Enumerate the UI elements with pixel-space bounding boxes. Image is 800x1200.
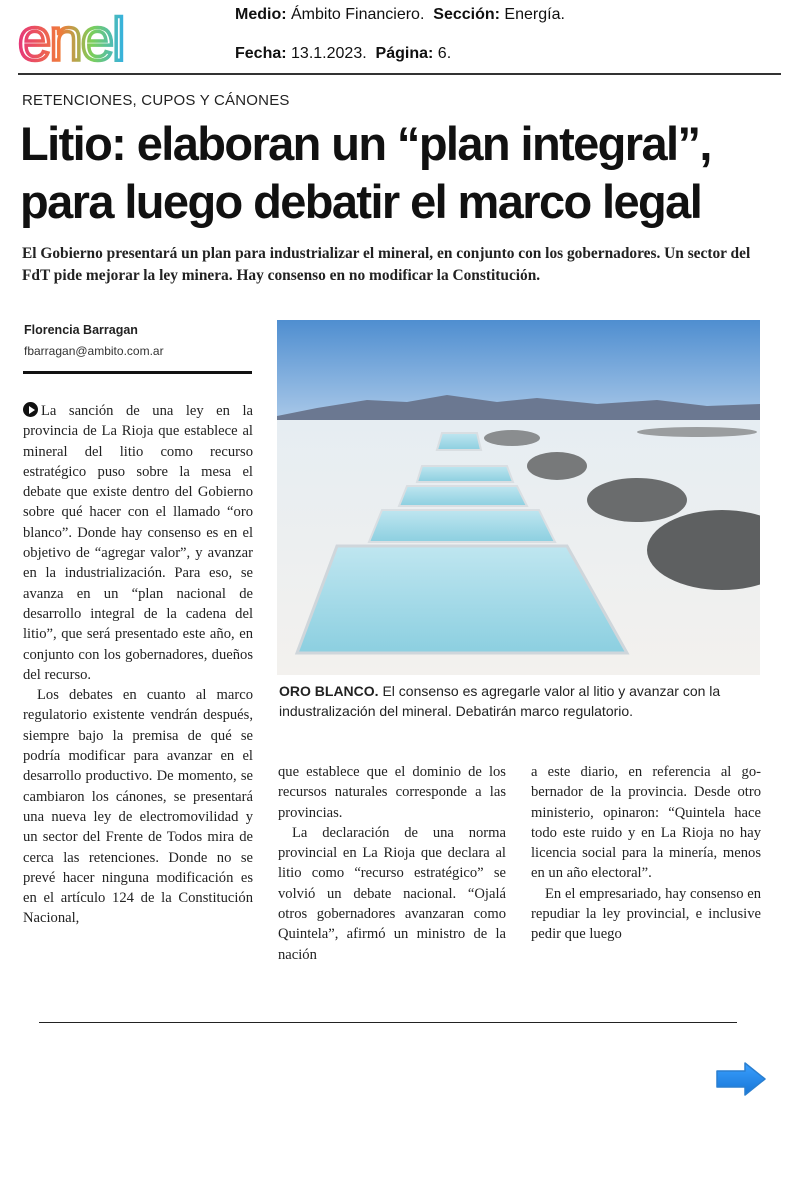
article-column-1 xyxy=(23,401,253,929)
author-email: fbarragan@ambito.com.ar xyxy=(24,344,164,358)
pagina-label: Página: xyxy=(375,45,434,62)
medio-label: Medio: xyxy=(235,6,287,23)
article-column-2 xyxy=(278,762,506,965)
fecha-value: 13.1.2023. xyxy=(291,45,367,62)
paragraph: La declaración de una norma provincial en La Rioja que declara al litio como “recurso estratégico” se volvió un debate nacional. “Ojalá otros gobernadores avanzaran como Quintela”, afirmó un ministro de la nación xyxy=(278,824,506,963)
play-circle-icon xyxy=(23,402,38,417)
article-deck: El Gobierno presentará un plan para industrializar el mineral, en conjunto con los gobernadores. Un sector del FdT pide mejorar la ley minera. Hay consenso en no modificar la Constitución. xyxy=(22,245,751,284)
article-column-3 xyxy=(531,762,761,945)
salt-flat-photo xyxy=(277,320,760,675)
paragraph: a este diario, en referencia al gobernador de la provincia. Desde otro ministerio, opinaron: “Quintela hace todo este ruido y en La Rioja no hay licencia social para la minería, menos en un año electoral”. xyxy=(531,764,761,882)
paragraph: que establece que el dominio de los recursos naturales corresponde a las provincias. xyxy=(278,764,506,821)
seccion-value: Energía. xyxy=(504,6,565,23)
seccion-label: Sección: xyxy=(433,6,500,23)
pagina-value: 6. xyxy=(437,45,452,62)
enel-logo xyxy=(16,14,172,70)
paragraph: En el empresariado, hay consenso en repudiar la ley provincial, e inclusive pedir que luego xyxy=(531,885,761,943)
svg-text:enel: enel xyxy=(18,14,124,70)
medio-value: Ámbito Financiero. xyxy=(291,6,425,23)
meta-medio-seccion xyxy=(235,6,565,24)
right-arrow-icon[interactable] xyxy=(714,1060,768,1098)
meta-fecha-pagina xyxy=(235,45,451,63)
article-kicker: RETENCIONES, CUPOS Y CÁNONES xyxy=(22,92,290,109)
paragraph xyxy=(23,401,253,685)
headline-line-1: Litio: elaboran un “plan integral”, xyxy=(20,117,711,170)
caption-title: ORO BLANCO. xyxy=(279,683,379,699)
headline-line-2: para luego debatir el marco legal xyxy=(20,175,702,228)
fecha-label: Fecha: xyxy=(235,45,287,62)
paragraph-text: La sanción de una ley en la provincia de La Rioja que establece al mineral del litio como recurso estratégico puso sobre la mesa el debate que existe dentro del Gobierno sobre qué hacer con el llamado “oro blanco”. Donde hay consenso es en el objetivo de “agregar valor”, y avanzar en la industrialización. Para eso, se avanza en un “plan nacional de desarrollo integral de la cadena del litio”, que será presentado este año, en conjunto con los gobernadores, dueños del recurso. xyxy=(23,403,253,683)
footer-divider xyxy=(39,1022,737,1023)
author-name: Florencia Barragan xyxy=(24,323,138,337)
photo-caption xyxy=(279,681,763,721)
header-divider xyxy=(18,73,781,75)
caption-text: El consenso es agregarle valor al litio y avanzar con la industralización del mineral. Debatirán marco regulatorio. xyxy=(279,683,721,719)
paragraph: Los debates en cuanto al marco regulatorio existente vendrán después, siempre bajo la premisa de qué se podría modificar para avanzar en el desarrollo productivo. De momento, se cambiaron los cánones, se presentará una nueva ley de electromovilidad y un sector del Frente de Todos mira de cerca las retenciones. Donde no se prevé hacer ninguna modificación es en el artículo 124 de la Constitución Nacional, xyxy=(23,687,253,927)
byline-divider xyxy=(23,371,252,374)
